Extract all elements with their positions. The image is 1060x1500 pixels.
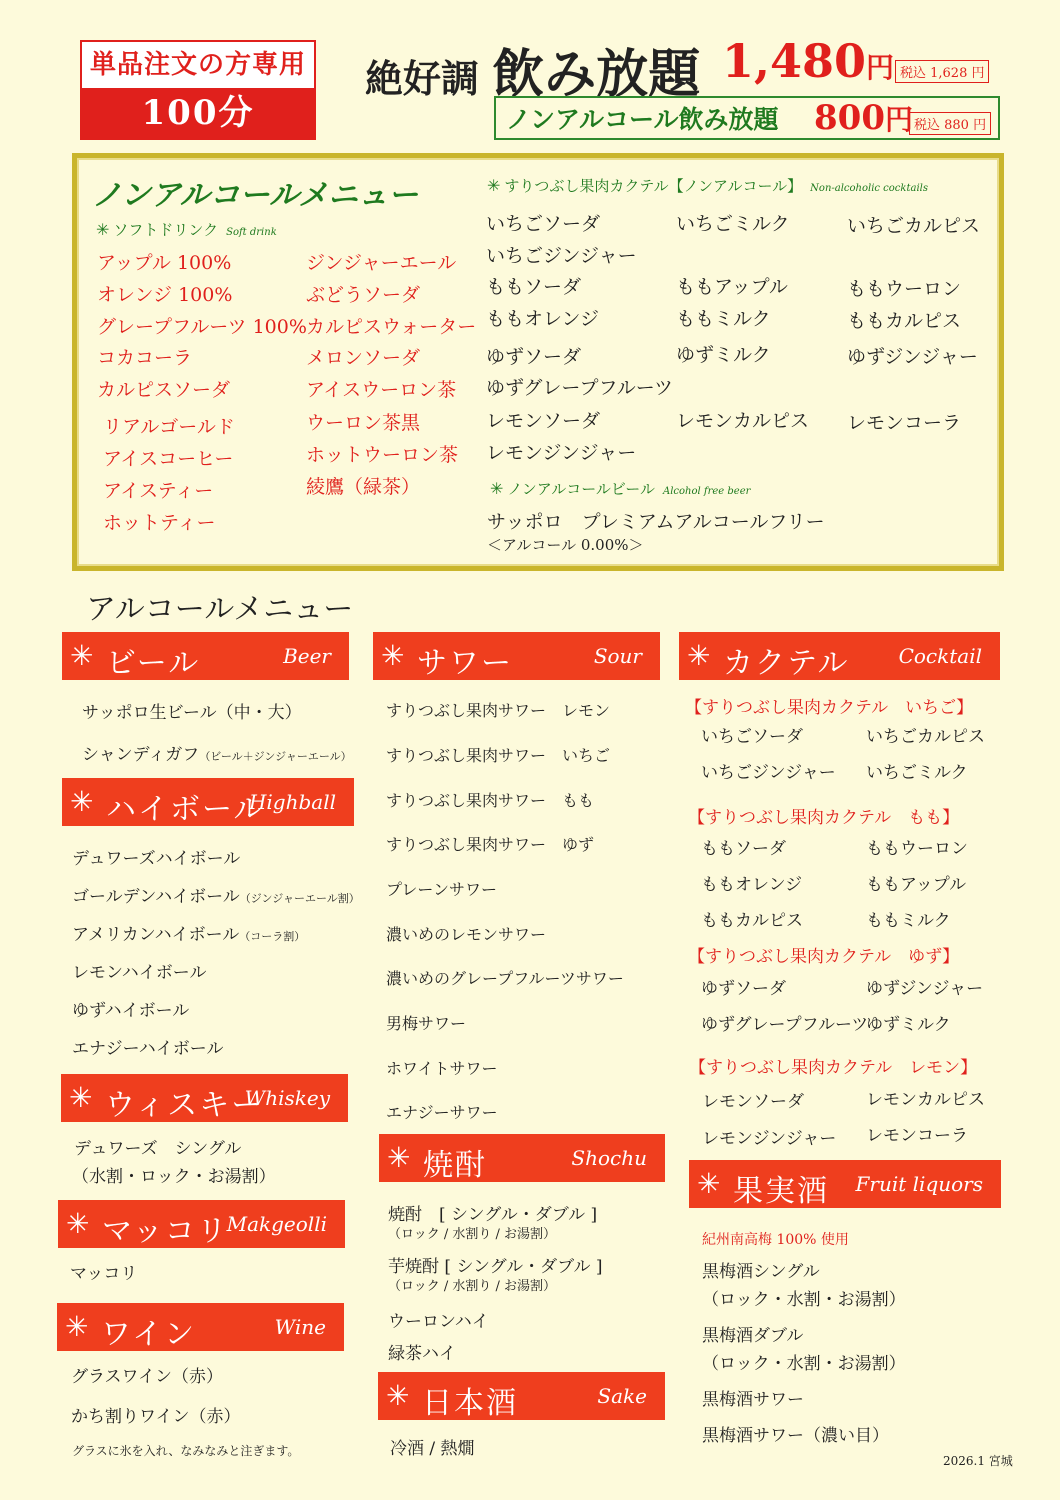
soft-drink-label — [96, 219, 277, 240]
starburst-icon: ✳ — [66, 1207, 90, 1240]
soft-item: コカコーラ — [97, 347, 193, 369]
menu-item: デュワーズ シングル — [74, 1139, 242, 1159]
starburst-icon: ✳ — [381, 639, 405, 672]
footer-date: 2026.1 宮城 — [943, 1454, 1013, 1468]
menu-item: マッコリ — [70, 1264, 138, 1284]
starburst-icon: ✳ — [386, 1379, 410, 1412]
menu-item: ゆずジンジャー — [866, 979, 984, 999]
fruit-note: 紀州南高梅 100% 使用 — [702, 1232, 849, 1248]
menu-item: ももアップル — [866, 875, 967, 895]
main-price-yen: 円 — [866, 51, 895, 84]
section-title-en: Makgeolli — [226, 1212, 327, 1236]
menu-item-name: ゴールデンハイボール — [72, 887, 240, 907]
menu-item: グラスワイン（赤） — [71, 1367, 223, 1387]
nonalc-beer-item: サッポロ プレミアムアルコールフリー — [487, 511, 825, 533]
menu-item-note: （水割・ロック・お湯割） — [72, 1167, 276, 1187]
section-title: 果実酒 — [733, 1174, 829, 1209]
nonalc-cocktail-item: ももソーダ — [486, 276, 582, 298]
soft-item: ホットティー — [103, 512, 216, 534]
menu-item: ゆずハイボール — [72, 1001, 190, 1021]
menu-item: 男梅サワー — [386, 1014, 467, 1033]
nonalc-cocktail-item: ももカルピス — [847, 310, 962, 332]
title-main: 飲み放題 — [492, 44, 701, 105]
cocktail-group-title: 【すりつぶし果肉カクテル いちご】 — [685, 698, 974, 718]
main-tax: 税込 1,628 円 — [895, 60, 989, 83]
nonalc-cocktail-label — [487, 175, 928, 196]
soft-item: アイスティー — [103, 480, 214, 502]
menu-item — [82, 740, 352, 765]
menu-item: ももオレンジ — [701, 875, 803, 895]
menu-item-note: （ロック / 水割り / お湯割） — [388, 1279, 557, 1294]
nonalc-tax: 税込 880 円 — [909, 112, 991, 135]
soft-item: ウーロン茶黒 — [306, 412, 421, 434]
section-whiskey — [61, 1074, 348, 1122]
section-makgeolli — [58, 1200, 345, 1248]
menu-item: すりつぶし果肉サワー レモン — [386, 701, 611, 720]
soft-item: アイスコーヒー — [103, 448, 234, 470]
starburst-icon: ✳ — [697, 1167, 721, 1200]
soft-item: カルピスウォーター — [306, 316, 477, 338]
single-order-badge — [80, 40, 316, 140]
soft-item: オレンジ 100% — [97, 284, 233, 306]
nonalc-cocktail-item: いちごカルピス — [847, 215, 981, 237]
menu-item-name: シャンディガフ — [82, 745, 200, 765]
menu-item: すりつぶし果肉サワー もも — [386, 791, 595, 810]
section-highball — [62, 778, 354, 826]
section-title-en: Whiskey — [244, 1086, 330, 1110]
section-sake — [378, 1372, 665, 1420]
soft-item: グレープフルーツ 100% — [97, 316, 307, 338]
menu-item: ゆずミルク — [866, 1015, 951, 1035]
menu-item: いちごソーダ — [701, 727, 803, 747]
starburst-icon: ✳ — [96, 220, 110, 239]
cocktail-group-title: 【すりつぶし果肉カクテル ゆず】 — [688, 947, 960, 967]
nonalc-price-value: 800 — [814, 98, 885, 138]
menu-item: サッポロ生ビール（中・大） — [82, 703, 302, 723]
menu-item: 冷酒 / 熱燗 — [390, 1439, 475, 1459]
alcohol-menu-heading: アルコールメニュー — [86, 592, 354, 627]
badge-top-text: 単品注文の方専用 — [82, 42, 314, 88]
section-title-en: Sake — [597, 1384, 647, 1408]
main-price-value: 1,480 — [722, 34, 867, 88]
menu-item: いちごジンジャー — [701, 763, 836, 783]
soft-item: アイスウーロン茶 — [306, 379, 457, 401]
section-title: ハイボール — [106, 792, 266, 827]
nonalc-beer-label-jp: ノンアルコールビール — [507, 480, 656, 498]
nonalc-cocktail-label-jp: すりつぶし果肉カクテル【ノンアルコール】 — [504, 177, 803, 195]
menu-item-note: （コーラ割） — [239, 930, 306, 943]
nonalc-cocktail-label-en: Non-alcoholic cocktails — [810, 183, 928, 194]
nonalc-menu-heading: ノンアルコールメニュー — [92, 178, 419, 213]
main-price — [722, 34, 894, 88]
starburst-icon: ✳ — [387, 1141, 411, 1174]
cocktail-group-title: 【すりつぶし果肉カクテル レモン】 — [689, 1058, 978, 1078]
starburst-icon: ✳ — [70, 785, 94, 818]
wine-note: グラスに氷を入れ、なみなみと注ぎます。 — [72, 1444, 300, 1458]
menu-item: 黒梅酒サワー（濃い目） — [702, 1426, 889, 1446]
nonalc-plan-title: ノンアルコール飲み放題 — [506, 105, 779, 134]
menu-item: レモンコーラ — [866, 1126, 968, 1146]
menu-item — [72, 920, 305, 945]
nonalc-cocktail-item: レモンコーラ — [847, 412, 962, 434]
menu-item: ももカルピス — [701, 911, 803, 931]
soft-item: ホットウーロン茶 — [306, 444, 459, 466]
section-title-en: Shochu — [571, 1146, 647, 1170]
menu-item-note: （ロック / 水割り / お湯割） — [388, 1227, 557, 1242]
nonalc-beer-label — [490, 478, 750, 499]
menu-item: すりつぶし果肉サワー いちご — [386, 746, 611, 765]
menu-item: 緑茶ハイ — [388, 1344, 456, 1364]
section-wine — [57, 1303, 344, 1351]
menu-item: レモンカルピス — [866, 1090, 985, 1110]
soft-item: リアルゴールド — [103, 416, 235, 438]
section-shochu — [379, 1134, 665, 1182]
section-title: 焼酎 — [423, 1148, 487, 1183]
menu-item: ももミルク — [866, 911, 951, 931]
menu-item: プレーンサワー — [386, 880, 498, 899]
nonalc-cocktail-item: ももアップル — [676, 276, 788, 298]
soft-item: メロンソーダ — [306, 347, 421, 369]
menu-item: 黒梅酒サワー — [702, 1390, 804, 1410]
starburst-icon: ✳ — [69, 1081, 93, 1114]
section-title-en: Sour — [593, 644, 642, 668]
section-title-en: Beer — [283, 644, 331, 668]
nonalc-cocktail-item: ももウーロン — [847, 278, 962, 300]
menu-item: 焼酎 [ シングル・ダブル ] — [388, 1205, 598, 1225]
soft-drink-label-en: Soft drink — [226, 227, 277, 238]
menu-item: ゆずグレープフルーツ — [701, 1015, 869, 1035]
menu-item-note: （ジンジャーエール割） — [239, 892, 360, 905]
menu-item: ももソーダ — [701, 839, 786, 859]
section-fruit-liquors — [689, 1160, 1001, 1208]
nonalc-beer-label-en: Alcohol free beer — [663, 486, 751, 497]
nonalc-cocktail-item: レモンソーダ — [486, 410, 601, 432]
nonalc-cocktail-item: いちごソーダ — [486, 213, 601, 235]
starburst-icon: ✳ — [687, 639, 711, 672]
menu-item: いちごカルピス — [866, 727, 985, 747]
menu-item-note: （ロック・水割・お湯割） — [702, 1354, 906, 1374]
menu-item: デュワーズハイボール — [72, 849, 241, 869]
menu-item-note: （ビール＋ジンジャーエール） — [199, 750, 352, 763]
nonalc-cocktail-item: ゆずミルク — [676, 344, 771, 366]
menu-item: 黒梅酒ダブル — [702, 1326, 804, 1346]
nonalc-cocktail-item: レモンジンジャー — [486, 442, 637, 464]
title-prefix: 絶好調 — [365, 56, 480, 101]
soft-item: アップル 100% — [97, 252, 232, 274]
soft-item: ジンジャーエール — [306, 252, 457, 274]
starburst-icon: ✳ — [487, 176, 501, 195]
starburst-icon: ✳ — [490, 479, 504, 498]
nonalc-cocktail-item: ゆずソーダ — [486, 346, 582, 368]
starburst-icon: ✳ — [70, 639, 94, 672]
section-title: サワー — [417, 646, 513, 681]
section-title: ビール — [106, 646, 201, 681]
menu-item: 芋焼酎 [ シングル・ダブル ] — [388, 1257, 603, 1277]
section-title-en: Fruit liquors — [855, 1172, 983, 1196]
section-title-en: Highball — [248, 790, 336, 814]
section-title-en: Cocktail — [898, 644, 982, 668]
cocktail-group-title: 【すりつぶし果肉カクテル もも】 — [688, 808, 960, 828]
section-title-en: Wine — [274, 1315, 326, 1339]
section-sour — [373, 632, 660, 680]
menu-item: かち割りワイン（赤） — [71, 1407, 241, 1427]
menu-item — [72, 882, 360, 907]
section-title: ワイン — [101, 1317, 197, 1352]
menu-item: エナジーサワー — [386, 1103, 498, 1122]
menu-item: ももウーロン — [866, 839, 968, 859]
soft-item: ぶどうソーダ — [306, 284, 421, 306]
menu-item-name: アメリカンハイボール — [72, 925, 240, 945]
nonalc-plan-price — [814, 98, 913, 138]
section-title: 日本酒 — [422, 1386, 518, 1421]
menu-item: ホワイトサワー — [386, 1059, 498, 1078]
nonalc-cocktail-item: レモンカルピス — [676, 410, 810, 432]
menu-item: 濃いめのレモンサワー — [386, 925, 547, 944]
menu-item: いちごミルク — [866, 763, 968, 783]
soft-item: 綾鷹（緑茶） — [306, 476, 421, 498]
menu-item: レモンハイボール — [72, 963, 207, 983]
section-title: カクテル — [723, 646, 850, 681]
menu-item: ウーロンハイ — [388, 1312, 489, 1332]
menu-item: すりつぶし果肉サワー ゆず — [386, 835, 595, 854]
nonalc-cocktail-item: いちごミルク — [676, 213, 790, 235]
nonalc-beer-note: ＜アルコール 0.00%＞ — [487, 536, 644, 554]
section-cocktail — [679, 632, 1000, 680]
menu-item: レモンジンジャー — [702, 1129, 837, 1149]
nonalc-cocktail-item: ももオレンジ — [486, 308, 600, 330]
nonalc-cocktail-item: ゆずジンジャー — [847, 346, 978, 368]
section-title: ウィスキー — [105, 1088, 264, 1123]
menu-item: レモンソーダ — [702, 1092, 804, 1112]
soft-item: カルピスソーダ — [97, 379, 231, 401]
nonalc-cocktail-item: ももミルク — [676, 308, 771, 330]
soft-drink-label-jp: ソフトドリンク — [113, 221, 219, 239]
section-title: マッコリ — [102, 1214, 229, 1249]
menu-item: エナジーハイボール — [72, 1039, 224, 1059]
nonalc-price-yen: 円 — [884, 103, 913, 136]
menu-item: ゆずソーダ — [701, 979, 786, 999]
section-beer — [62, 632, 349, 680]
menu-item-note: （ロック・水割・お湯割） — [702, 1290, 906, 1310]
starburst-icon: ✳ — [65, 1310, 89, 1343]
menu-item: 黒梅酒シングル — [702, 1262, 820, 1282]
nonalc-cocktail-item: いちごジンジャー — [486, 245, 637, 267]
menu-item: 濃いめのグレープフルーツサワー — [386, 969, 624, 988]
badge-time: 100分 — [82, 88, 314, 138]
nonalc-cocktail-item: ゆずグレープフルーツ — [486, 377, 673, 399]
